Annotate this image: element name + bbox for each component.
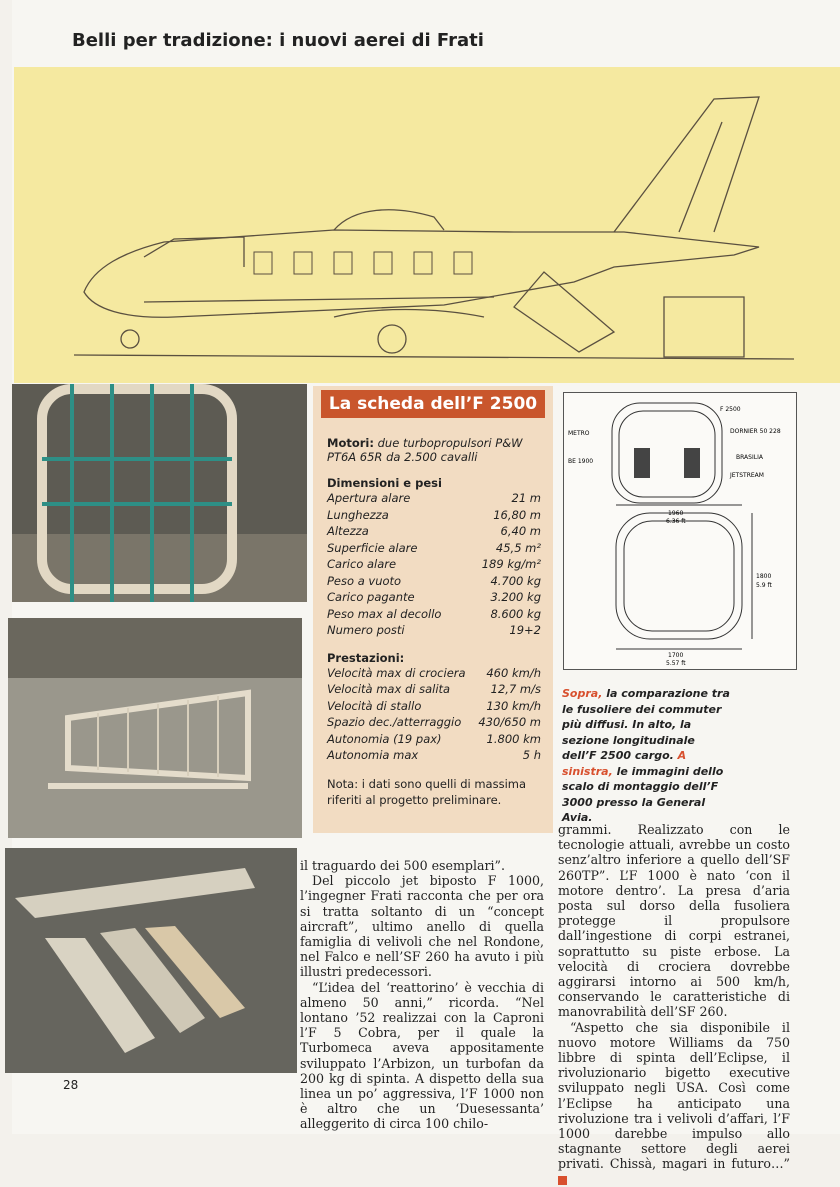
performance-row: [327, 681, 541, 698]
spec-note: Nota: i dati sono quelli di massima riferiti al progetto preliminare.: [327, 776, 527, 807]
performance-label: Velocità di stallo: [327, 698, 422, 713]
caption-sinistra: A sinistra,: [562, 749, 687, 778]
cockpit: [144, 237, 244, 267]
performance-value: 12,7 m/s: [490, 682, 541, 696]
performance-value: 5 h: [522, 748, 541, 762]
dimension-label: Carico pagante: [327, 590, 415, 604]
col2-para-2: [558, 1020, 790, 1187]
performance-list: [327, 665, 541, 764]
dim-top-mm: 1960: [668, 510, 684, 517]
dim-bottom-ft: 5.57 ft: [666, 660, 686, 667]
body-column-2: [558, 822, 790, 1187]
performance-label: Autonomia max: [327, 748, 419, 762]
dim-bottom-mm: 1700: [668, 652, 684, 659]
performance-row: [327, 747, 541, 764]
engines-label: Motori:: [327, 436, 374, 450]
dimension-value: 4.700 kg: [490, 573, 541, 588]
dimensions-list: [327, 490, 541, 639]
performance-label: Velocità max di salita: [327, 682, 451, 696]
nose-wheel: [121, 330, 139, 348]
body-column-1: [300, 858, 544, 1132]
dimension-row: [327, 507, 541, 524]
fuselage-comparison-svg: [564, 393, 796, 669]
main-wheel: [378, 325, 406, 353]
performance-heading: Prestazioni:: [327, 650, 405, 665]
col1-para-3: “L’idea del ‘reattorino’ è vecchia di almeno 50 anni,” ricorda. “Nel lontano ’52 realizzai con la Caproni l’F 5 Cobra, per il quale la Turbomeca aveva appositamente sviluppato l’Arbizon, un turbofan da 200 kg di spinta. A dispetto della sua linea un po’ aggressiva, l’F 1000 non è altro che un ‘Duesessanta’ alleggerito di circa 100 chilo-: [300, 979, 544, 1132]
performance-value: 1.800 km: [486, 731, 541, 746]
page-number: 28: [63, 1078, 79, 1092]
performance-label: Velocità max di crociera: [327, 665, 466, 680]
cargo-box: [664, 297, 744, 357]
dimension-value: 189 kg/m²: [481, 557, 541, 571]
performance-row: [327, 714, 541, 731]
label-metro: METRO: [568, 430, 590, 437]
dimension-value: 21 m: [511, 491, 541, 505]
dimension-label: Lunghezza: [327, 507, 389, 522]
figure-caption: [562, 686, 732, 826]
dimension-label: Peso a vuoto: [327, 573, 402, 588]
fuselage-comparison-diagram: [563, 392, 797, 670]
dimension-row: [327, 540, 541, 557]
dimensions-heading: Dimensioni e pesi: [327, 476, 442, 490]
label-f2500: F 2500: [720, 406, 741, 413]
tail-fin-inner: [679, 122, 722, 232]
dimension-value: 8.600 kg: [490, 606, 541, 621]
col2-para-1: grammi. Realizzato con le tecnologie attuali, avrebbe un costo senz’altro inferiore a quello dell’SF 260TP”. L’F 1000 è nato ‘con il motore dentro’. La presa d’aria posta sul dorso della fusoliera protegge il propulsore dall’ingestione di corpi estranei, soprattutto su piste erbose. La velocità di crociera dovrebbe aggirarsi intorno ai 500 km/h, conservando le caratteristiche di manovrabilità dell’SF 260.: [558, 822, 790, 1020]
spec-sheet-box: [313, 386, 553, 833]
performance-label: Autonomia (19 pax): [327, 731, 442, 746]
floor-line: [144, 297, 494, 302]
dimension-row: [327, 606, 541, 623]
dimension-row: [327, 490, 541, 507]
dim-side-mm: 1800: [756, 573, 772, 580]
page-header-title: Belli per tradizione: i nuovi aerei di Frati: [72, 30, 484, 51]
dimension-row: [327, 589, 541, 606]
dimension-label: Carico alare: [327, 557, 397, 571]
caption-text-1: la comparazione tra le fusoliere dei commuter più diffusi. In alto, la sezione longitudinale dell’F 2500 cargo.: [562, 687, 730, 762]
dimension-label: Altezza: [327, 524, 369, 538]
f2500-longitudinal-section-drawing: [14, 67, 840, 383]
wing-fairing: [334, 310, 484, 318]
col2-para-2-text: “Aspetto che sia disponibile il nuovo motore Williams da 750 libbre di spinta dell’Eclipse, il rivoluzionario bigetto executive sviluppato negli USA. Così come l’Eclipse ha anticipato una rivoluzione tra i velivoli d’affari, l’F 1000 darebbe impulso allo stagnante settore degli aerei privati. Chissà, magari in futuro…”: [558, 1019, 790, 1172]
caption-sopra: Sopra,: [562, 687, 603, 700]
engine-nacelle: [334, 210, 444, 230]
label-dornier: DORNIER 50 228: [730, 428, 781, 435]
wing-ribs-photo: [5, 848, 297, 1073]
photo-1-svg: [12, 384, 307, 602]
performance-row: [327, 731, 541, 748]
dimension-value: 16,80 m: [493, 507, 541, 522]
label-brasilia: BRASILIA: [736, 454, 763, 461]
col1-para-1: il traguardo dei 500 esemplari”.: [300, 858, 505, 873]
dim-top-ft: 6.36 ft: [666, 518, 686, 525]
label-be1900: BE 1900: [568, 458, 594, 465]
caption-text-2: le immagini dello scalo di montaggio dell’F 3000 presso la General Avia.: [562, 764, 724, 824]
performance-label: Spazio dec./atterraggio: [327, 715, 462, 729]
dimension-value: 6,40 m: [500, 524, 541, 538]
performance-value: 460 km/h: [486, 665, 541, 680]
col1-para-2: Del piccolo jet biposto F 1000, l’ingegner Frati racconta che per ora si tratta soltanto di un “concept aircraft”, ultimo anello di quella famiglia di velivoli che nel Rondone, nel Falco e nell’SF 260 ha avuto i più illustri predecessori.: [300, 873, 544, 980]
performance-value: 130 km/h: [486, 698, 541, 713]
engines-paragraph: [327, 436, 541, 464]
performance-value: 430/650 m: [478, 715, 541, 729]
performance-row: [327, 698, 541, 715]
dimension-row: [327, 556, 541, 573]
performance-row: [327, 665, 541, 682]
engines-text: due turbopropulsori P&W PT6A 65R da 2.500 cavalli: [327, 436, 523, 464]
assembly-jig-photo-front: [12, 384, 307, 602]
dimension-value: 45,5 m²: [495, 540, 541, 555]
photo-2-svg: [8, 618, 302, 838]
dimension-row: [327, 573, 541, 590]
blueprint-svg: [14, 67, 840, 383]
end-of-article-mark: [558, 1176, 567, 1185]
dim-side-ft: 5.9 ft: [756, 582, 772, 589]
dimension-value: 19+2: [509, 623, 541, 637]
dimension-label: Numero posti: [327, 623, 405, 637]
photo-3-svg: [5, 848, 297, 1073]
dimension-label: Superficie alare: [327, 540, 418, 555]
spec-title: La scheda dell’F 2500: [321, 390, 545, 418]
dimension-label: Peso max al decollo: [327, 606, 442, 621]
dimension-row: [327, 622, 541, 639]
dimension-row: [327, 523, 541, 540]
dimension-label: Apertura alare: [327, 491, 411, 505]
assembly-jig-photo-side: [8, 618, 302, 838]
dimension-value: 3.200 kg: [490, 590, 541, 604]
label-jetstream: JETSTREAM: [730, 472, 764, 479]
